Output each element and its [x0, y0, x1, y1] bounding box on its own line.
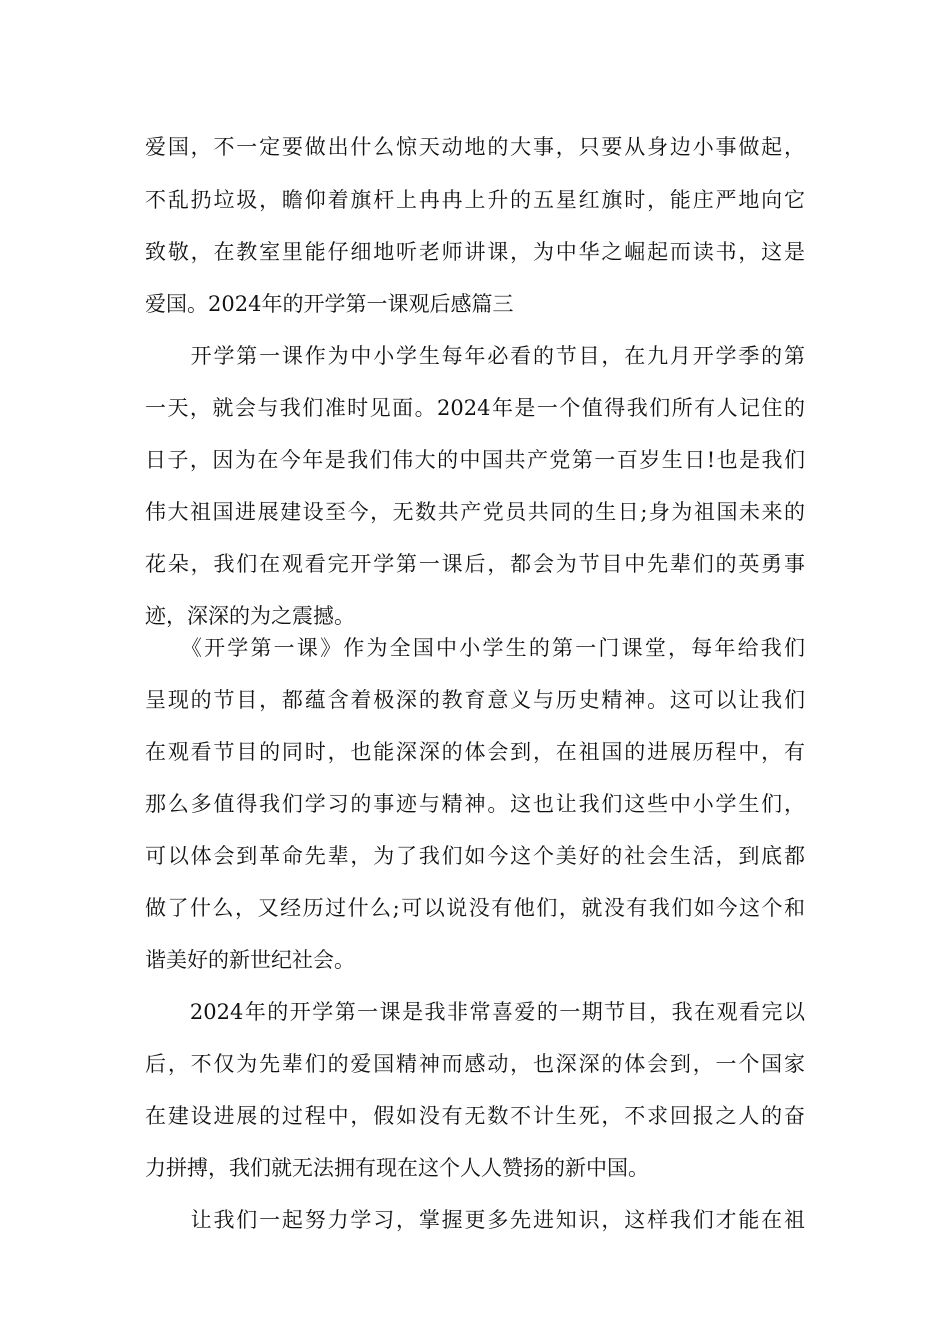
text-line: 谐美好的新世纪社会。 — [145, 948, 355, 972]
text-line: 开学第一课作为中小学生每年必看的节目，在九月开学季的第 — [145, 344, 805, 368]
text-line: 在观看节目的同时，也能深深的体会到，在祖国的进展历程中，有 — [145, 740, 805, 764]
text-line: 让我们一起努力学习，掌握更多先进知识，这样我们才能在祖 — [145, 1208, 805, 1232]
text-line: 做了什么，又经历过什么;可以说没有他们，就没有我们如今这个和 — [145, 896, 805, 920]
text-line: 在建设进展的过程中，假如没有无数不计生死，不求回报之人的奋 — [145, 1104, 805, 1128]
text-line: 那么多值得我们学习的事迹与精神。这也让我们这些中小学生们， — [145, 792, 805, 816]
text-line: 致敬，在教室里能仔细地听老师讲课，为中华之崛起而读书，这是 — [145, 240, 805, 264]
text-line: 力拼搏，我们就无法拥有现在这个人人赞扬的新中国。 — [145, 1156, 649, 1180]
text-line: 伟大祖国进展建设至今，无数共产党员共同的生日;身为祖国未来的 — [145, 500, 805, 524]
text-line: 后，不仅为先辈们的爱国精神而感动，也深深的体会到，一个国家 — [145, 1052, 805, 1076]
text-line: 不乱扔垃圾，瞻仰着旗杆上冉冉上升的五星红旗时，能庄严地向它 — [145, 188, 805, 212]
text-line: 2024年的开学第一课是我非常喜爱的一期节目，我在观看完以 — [145, 1000, 805, 1024]
text-line: 花朵，我们在观看完开学第一课后，都会为节目中先辈们的英勇事 — [145, 552, 805, 576]
text-line: 爱国。2024年的开学第一课观后感篇三 — [145, 292, 514, 316]
text-line: 日子，因为在今年是我们伟大的中国共产党第一百岁生日!也是我们 — [145, 448, 805, 472]
text-line: 《开学第一课》作为全国中小学生的第一门课堂，每年给我们 — [145, 636, 805, 660]
text-line: 呈现的节目，都蕴含着极深的教育意义与历史精神。这可以让我们 — [145, 688, 805, 712]
text-line: 迹，深深的为之震撼。 — [145, 604, 355, 628]
text-line: 可以体会到革命先辈，为了我们如今这个美好的社会生活，到底都 — [145, 844, 805, 868]
text-line: 一天，就会与我们准时见面。2024年是一个值得我们所有人记住的 — [145, 396, 805, 420]
text-line: 爱国，不一定要做出什么惊天动地的大事，只要从身边小事做起， — [145, 135, 805, 159]
